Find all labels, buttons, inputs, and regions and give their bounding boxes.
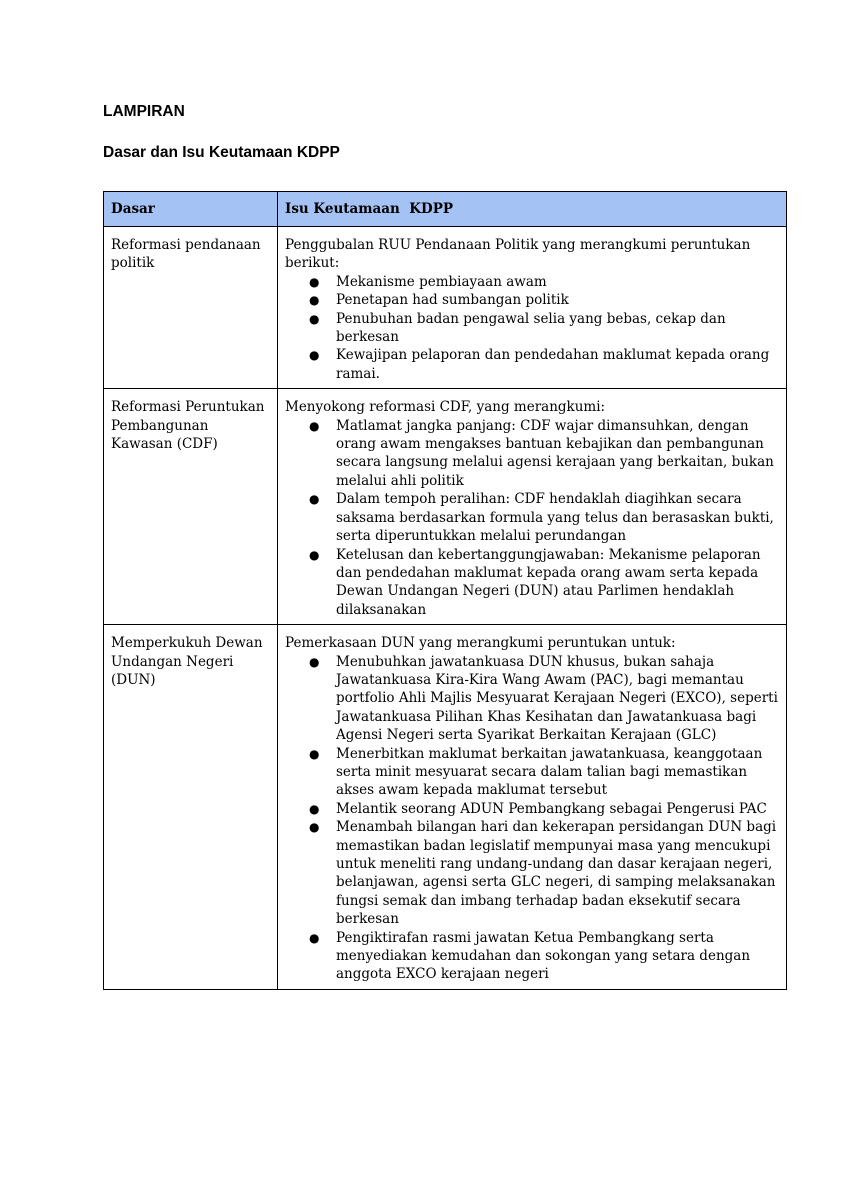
dasar-cell: Memperkukuh Dewan Undangan Negeri (DUN) (104, 625, 278, 990)
list-item-text: Penetapan had sumbangan politik (336, 292, 569, 309)
list-item-text: Pengiktirafan rasmi jawatan Ketua Pembangkang serta menyediakan kemudahan dan sokongan yang setara dengan anggota EXCO kerajaan negeri (336, 929, 751, 983)
list-item (285, 546, 782, 620)
page-heading: LAMPIRAN (103, 103, 185, 120)
list-item-text: Menubuhkan jawatankuasa DUN khusus, bukan sahaja Jawatankuasa Kira-Kira Wang Awam (PAC), bagi memantau portfolio Ahli Majlis Mesyuarat Kerajaan Negeri (EXCO), seperti Jawatankuasa Pilihan Khas Kesihatan dan Jawatankuasa bagi Agensi Negeri serta Syarikat Berkaitan Kerajaan (GLC) (336, 653, 778, 744)
list-item (285, 653, 782, 745)
list-item (285, 929, 782, 984)
isu-intro: Pemerkasaan DUN yang merangkumi peruntukan untuk: (285, 635, 676, 652)
column-header-isu-keutamaan: Isu Keutamaan KDPP (278, 192, 787, 227)
list-item-text: Menerbitkan maklumat berkaitan jawatankuasa, keanggotaan serta minit mesyuarat secara dalam talian bagi memastikan akses awam kepada maklumat tersebut (336, 745, 763, 799)
bullet-icon: ● (309, 547, 320, 562)
table-row (104, 389, 787, 625)
table-header-row (104, 192, 787, 227)
isu-list (285, 417, 782, 619)
bullet-icon: ● (309, 492, 320, 507)
list-item (285, 346, 782, 383)
table-row (104, 227, 787, 389)
bullet-icon: ● (309, 801, 320, 816)
table-row (104, 625, 787, 990)
dasar-cell: Reformasi Peruntukan Pembangunan Kawasan (CDF) (104, 389, 278, 625)
bullet-icon: ● (309, 746, 320, 761)
isu-intro: Menyokong reformasi CDF, yang merangkumi: (285, 399, 606, 416)
list-item (285, 273, 782, 291)
isu-cell (278, 389, 787, 625)
isu-cell (278, 227, 787, 389)
list-item-text: Matlamat jangka panjang: CDF wajar dimansuhkan, dengan orang awam mengakses bantuan kebajikan dan pembangunan secara langsung melalui agensi kerajaan yang berkaitan, bukan melalui ahli politik (336, 417, 774, 489)
list-item (285, 800, 782, 818)
list-item-text: Menambah bilangan hari dan kekerapan persidangan DUN bagi memastikan badan legislatif mempunyai masa yang mencukupi untuk meneliti rang undang-undang dan dasar kerajaan negeri, belanjawan, agensi serta GLC negeri, di samping melaksanakan fungsi semak dan imbang terhadap badan eksekutif secara berkesan (336, 819, 777, 928)
list-item-text: Kewajipan pelaporan dan pendedahan maklumat kepada orang ramai. (336, 347, 770, 382)
bullet-icon: ● (309, 311, 320, 326)
bullet-icon: ● (309, 274, 320, 289)
isu-intro: Penggubalan RUU Pendanaan Politik yang merangkumi peruntukan berikut: (285, 237, 751, 272)
list-item (285, 745, 782, 800)
page-subheading: Dasar dan Isu Keutamaan KDPP (103, 144, 340, 161)
column-header-dasar: Dasar (104, 192, 278, 227)
bullet-icon: ● (309, 348, 320, 363)
bullet-icon: ● (309, 418, 320, 433)
bullet-icon: ● (309, 654, 320, 669)
list-item (285, 310, 782, 347)
list-item (285, 818, 782, 928)
list-item-text: Penubuhan badan pengawal selia yang bebas, cekap dan berkesan (336, 310, 726, 346)
list-item-text: Melantik seorang ADUN Pembangkang sebagai Pengerusi PAC (336, 800, 767, 817)
list-item (285, 291, 782, 309)
policy-table (103, 191, 787, 990)
dasar-cell: Reformasi pendanaan politik (104, 227, 278, 389)
list-item (285, 417, 782, 491)
list-item (285, 490, 782, 545)
isu-cell (278, 625, 787, 990)
bullet-icon: ● (309, 930, 320, 945)
list-item-text: Dalam tempoh peralihan: CDF hendaklah diagihkan secara saksama berdasarkan formula yang telus dan berasaskan bukti, serta diperuntukkan melalui perundangan (336, 491, 774, 545)
bullet-icon: ● (309, 820, 320, 835)
isu-list (285, 653, 782, 984)
list-item-text: Ketelusan dan kebertanggungjawaban: Mekanisme pelaporan dan pendedahan maklumat kepada orang awam serta kepada Dewan Undangan Negeri (DUN) atau Parlimen hendaklah dilaksanakan (336, 546, 761, 618)
bullet-icon: ● (309, 293, 320, 308)
isu-list (285, 273, 782, 383)
list-item-text: Mekanisme pembiayaan awam (336, 273, 547, 290)
